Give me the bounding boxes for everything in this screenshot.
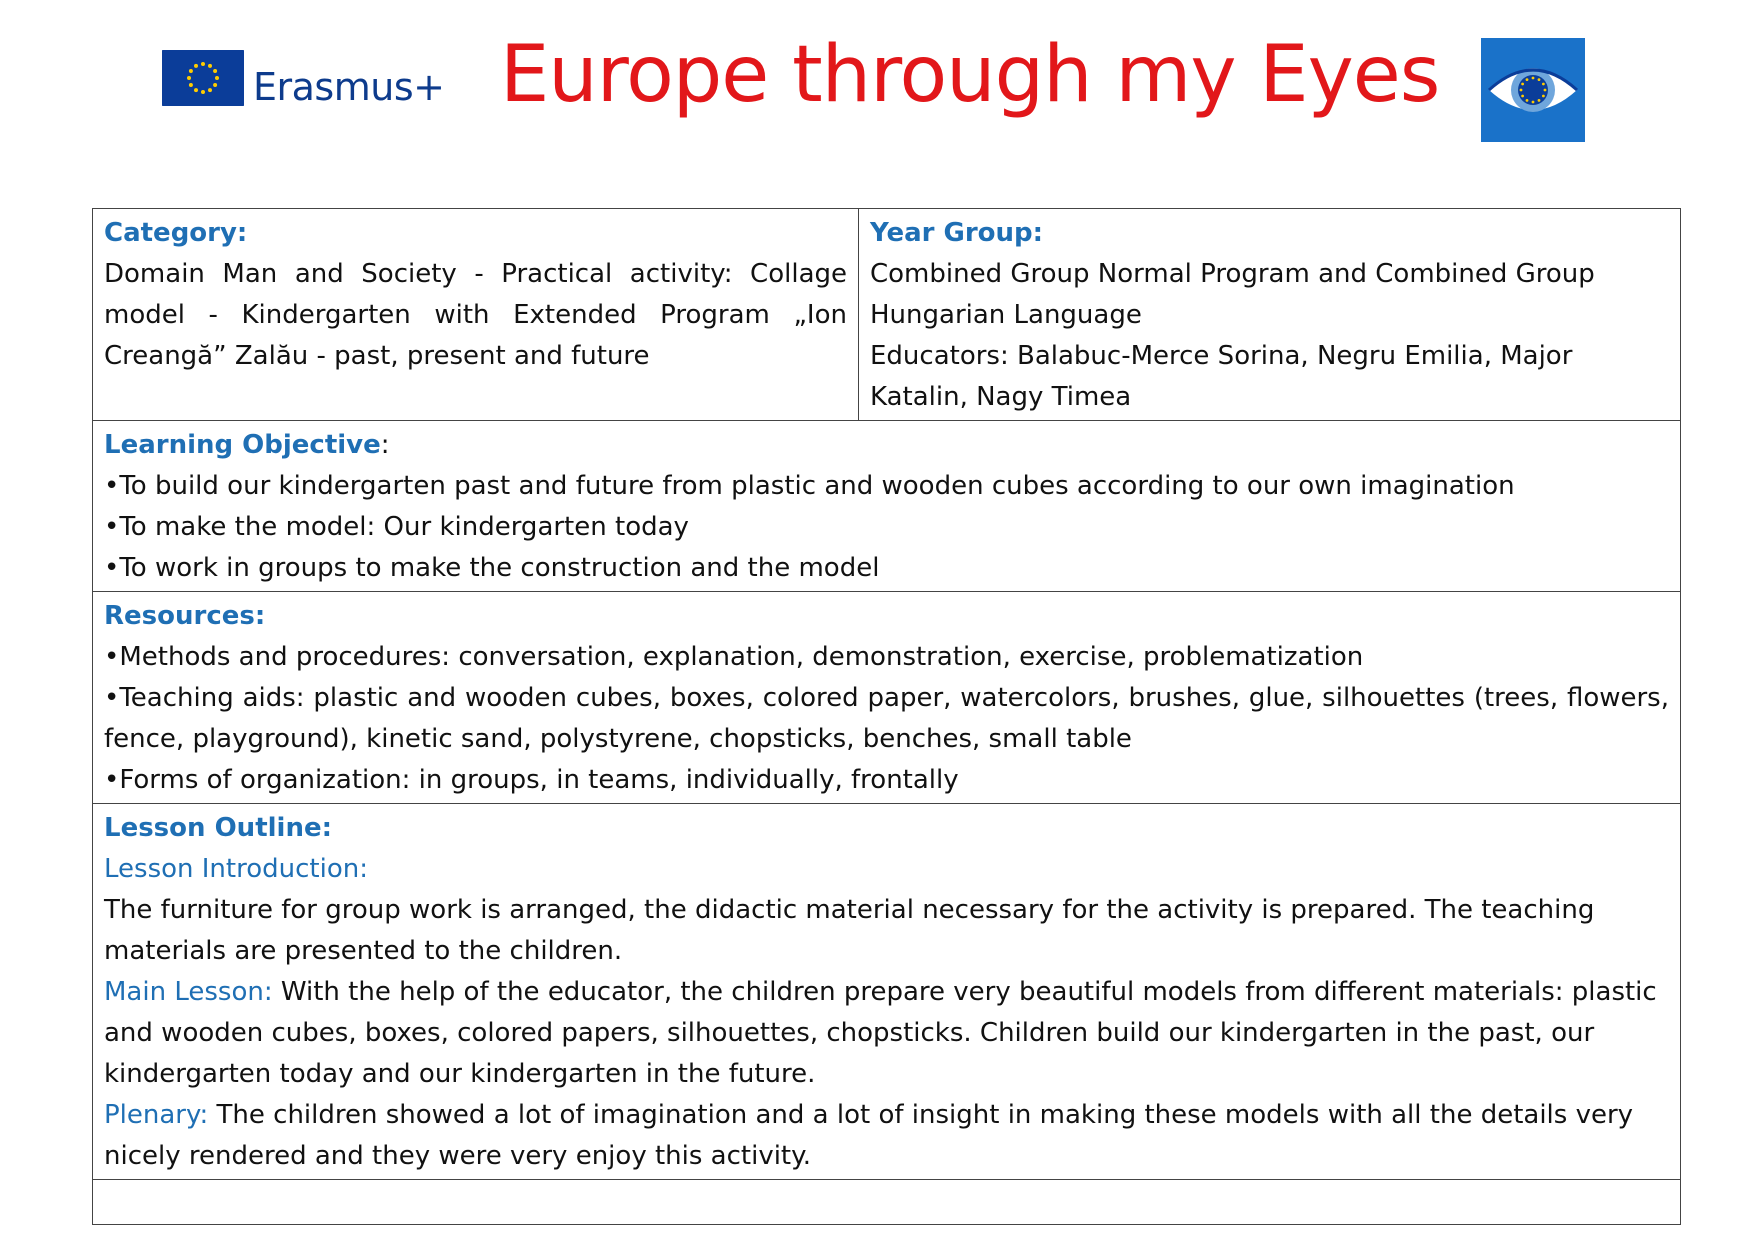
lesson-outline-label: Lesson Outline:: [104, 813, 332, 843]
resources-row: [93, 592, 1681, 804]
resources-cell: [93, 592, 1681, 804]
category-label: Category:: [104, 218, 248, 248]
year-group-label: Year Group:: [870, 218, 1044, 248]
learning-objective-colon: :: [380, 430, 390, 460]
eu-flag-icon: [162, 50, 244, 106]
year-group-text: Combined Group Normal Program and Combined Group Hungarian Language: [870, 259, 1595, 330]
resource-item: • Forms of organization: in groups, in teams, individually, frontally: [104, 760, 1669, 801]
lesson-introduction-text: The furniture for group work is arranged, the didactic material necessary for the activity is prepared. The teaching materials are presented to the children.: [104, 895, 1595, 966]
plenary-paragraph: [104, 1095, 1669, 1177]
learning-objective-label: Learning Objective: [104, 430, 381, 460]
objective-item: • To work in groups to make the construction and the model: [104, 548, 1669, 589]
resources-label: Resources:: [104, 601, 266, 631]
main-lesson-label: Main Lesson:: [104, 977, 273, 1007]
learning-objective-cell: [93, 421, 1681, 592]
plenary-label: Plenary:: [104, 1100, 209, 1130]
learning-objective-row: [93, 421, 1681, 592]
objective-item: • To build our kindergarten past and future from plastic and wooden cubes according to our own imagination: [104, 466, 1669, 507]
learning-objective-heading: [104, 425, 1669, 466]
main-lesson-text: With the help of the educator, the children prepare very beautiful models from different materials: plastic and wooden cubes, boxes, colored papers, silhouettes, chopsticks. Children build our kindergarten in the past, our kindergarten today and our kindergarten in the future.: [104, 977, 1657, 1089]
page-title: Europe through my Eyes: [500, 30, 1440, 120]
lesson-introduction-label: Lesson Introduction:: [104, 854, 368, 884]
category-text: Domain Man and Society - Practical activity: Collage model - Kindergarten with Extended Program „Ion Creangă” Zalău - past, present and future: [104, 259, 847, 371]
lesson-plan-table: [92, 208, 1681, 1225]
category-row: [93, 209, 1681, 421]
main-lesson-paragraph: [104, 972, 1669, 1095]
resource-item: • Teaching aids: plastic and wooden cubes, boxes, colored paper, watercolors, brushes, glue, silhouettes (trees, flowers, fence, playground), kinetic sand, polystyrene, chopsticks, benches, small table: [104, 678, 1669, 760]
empty-row: [93, 1180, 1681, 1225]
page-header: [0, 0, 1754, 150]
eye-logo-icon: [1481, 38, 1585, 142]
category-cell: [93, 209, 859, 421]
educators-text: Educators: Balabuc-Merce Sorina, Negru Emilia, Major Katalin, Nagy Timea: [870, 341, 1573, 412]
erasmus-plus-logo-text: Erasmus+: [253, 65, 445, 109]
year-group-cell: [859, 209, 1681, 421]
empty-cell: [93, 1180, 1681, 1225]
objective-item: • To make the model: Our kindergarten today: [104, 507, 1669, 548]
eu-flag-graphic: [162, 50, 244, 106]
plenary-text: The children showed a lot of imagination and a lot of insight in making these models with all the details very nicely rendered and they were very enjoy this activity.: [104, 1100, 1634, 1171]
eye-logo-graphic: [1481, 38, 1585, 142]
resource-item: • Methods and procedures: conversation, explanation, demonstration, exercise, problematization: [104, 637, 1669, 678]
lesson-outline-cell: [93, 804, 1681, 1180]
lesson-outline-row: [93, 804, 1681, 1180]
